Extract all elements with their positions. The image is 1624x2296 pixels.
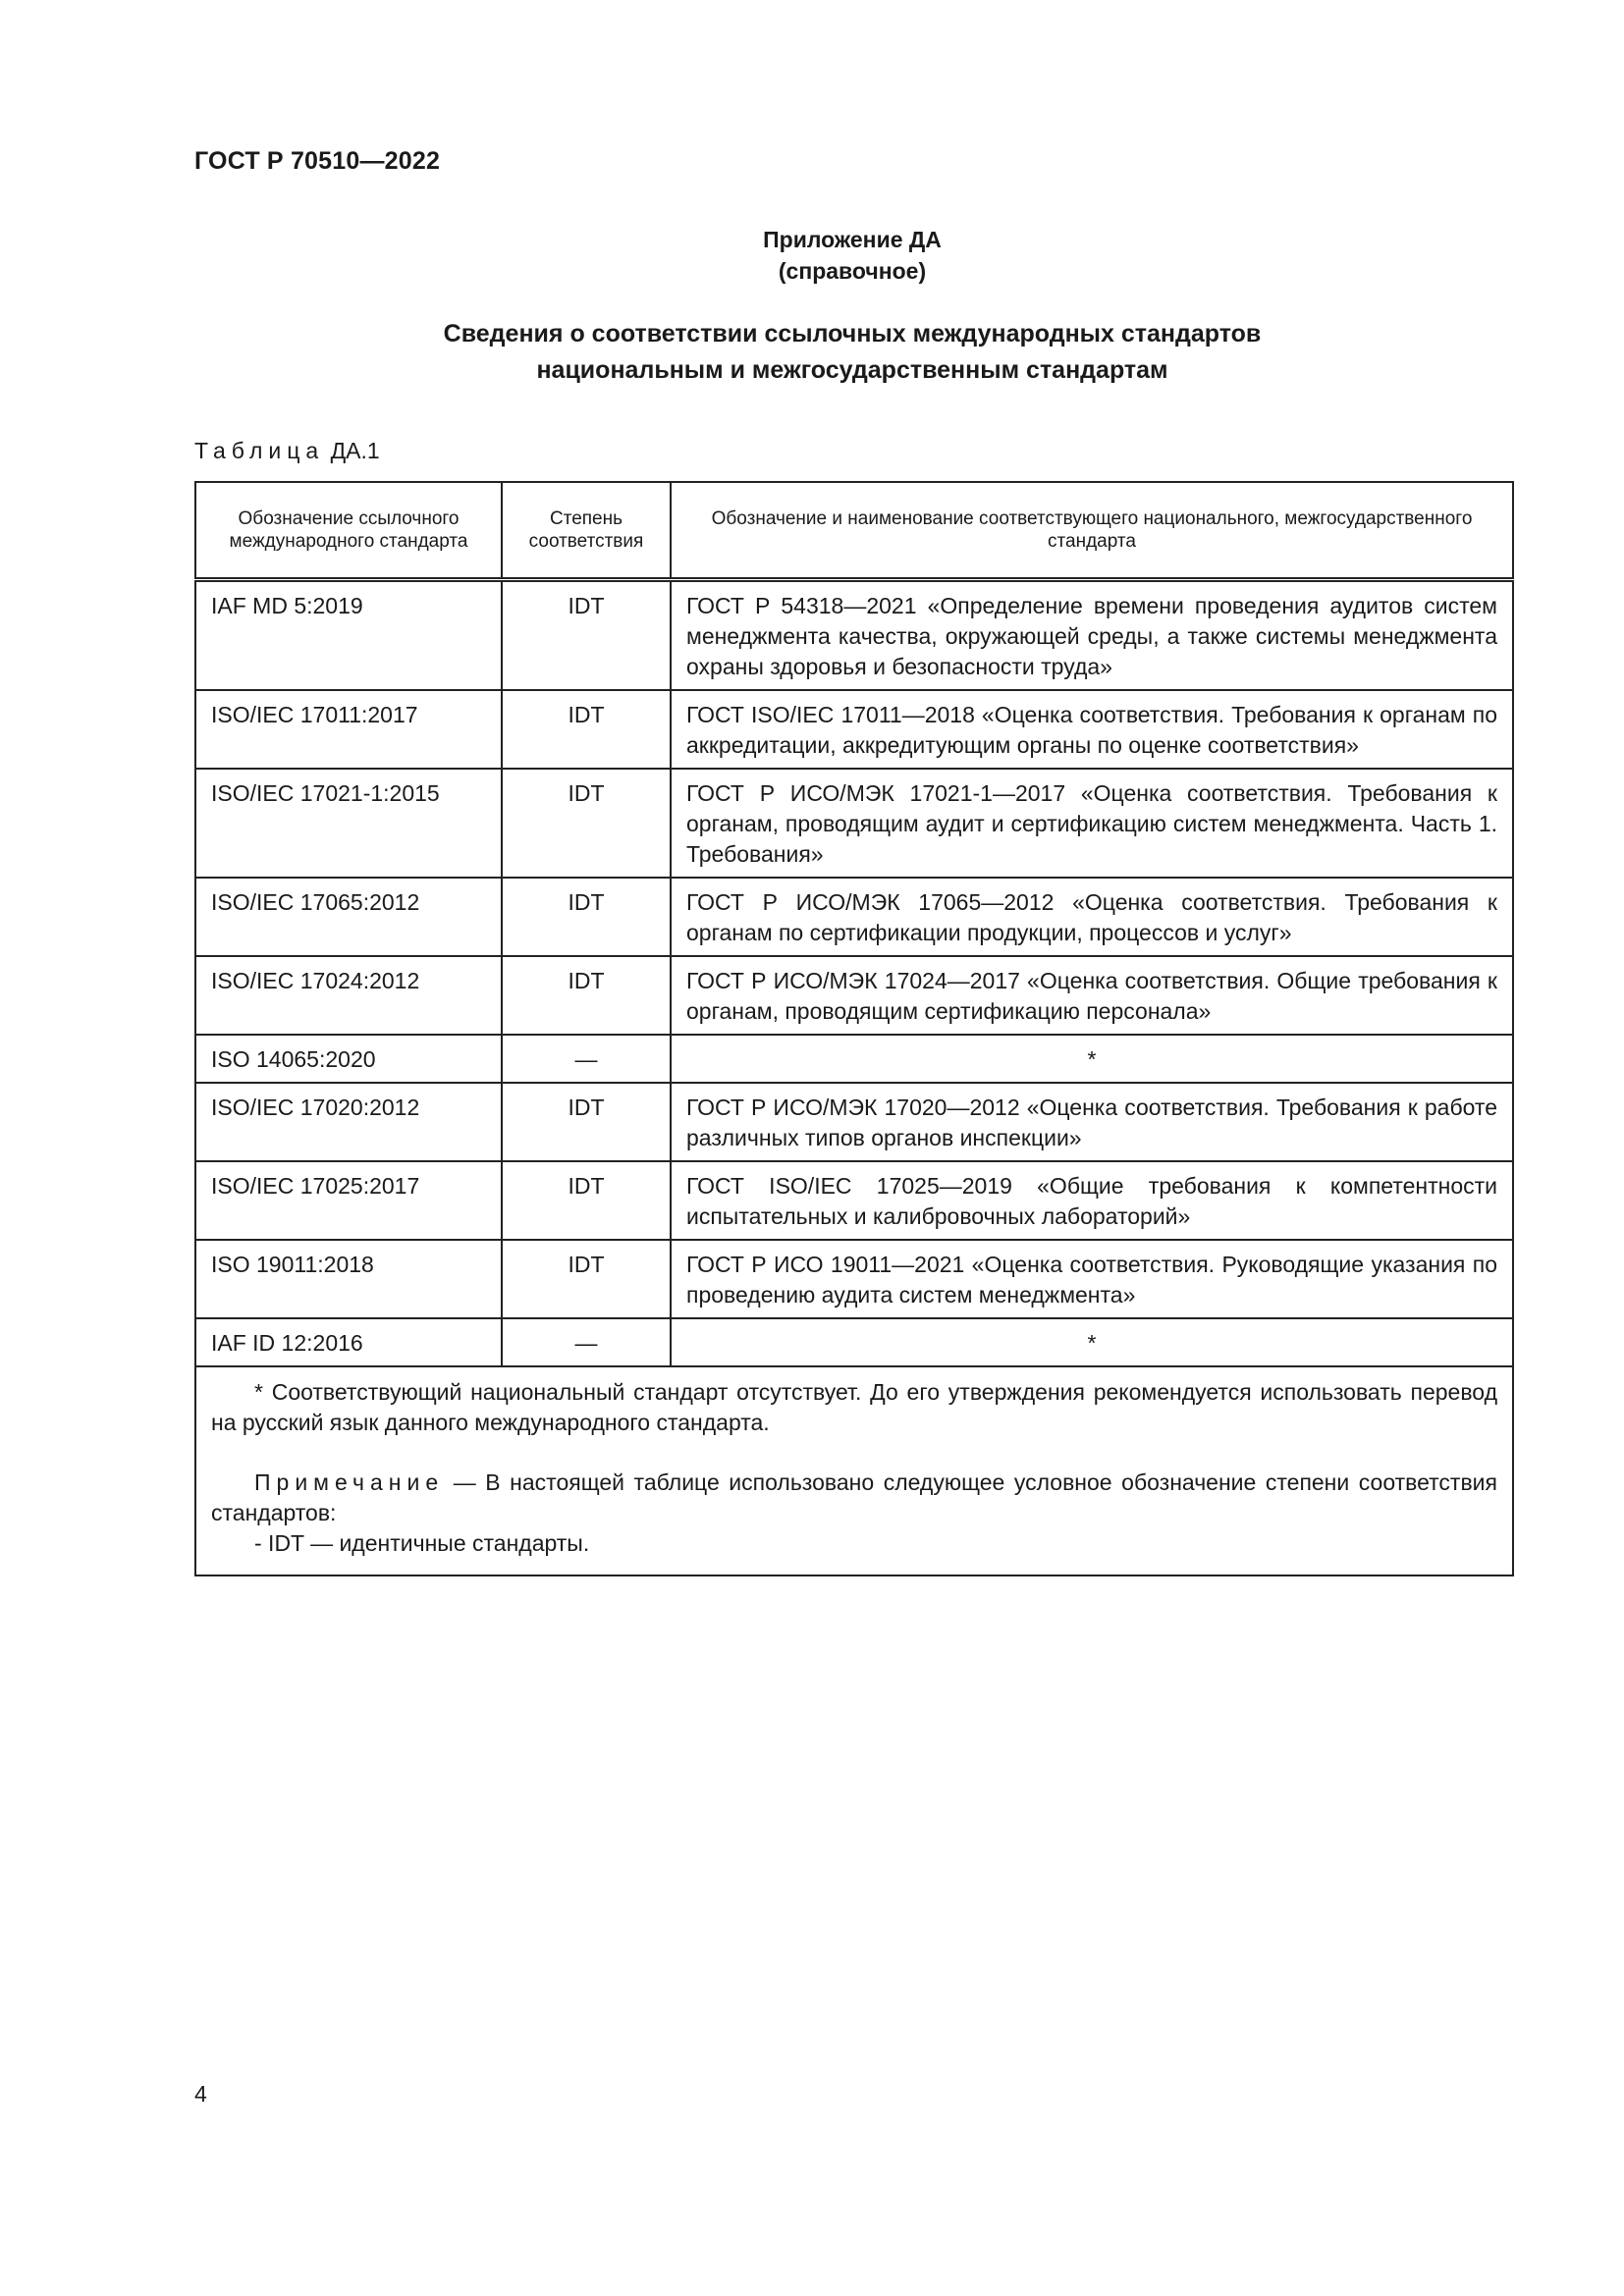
degree-cell: IDT (502, 580, 671, 691)
table-row (195, 878, 1513, 956)
table-caption (194, 438, 380, 464)
note-paragraph (211, 1468, 1497, 1528)
national-standard-cell: ГОСТ ISO/IEC 17025—2019 «Общие требования к компетентности испытательных и калибровочных лабораторий» (671, 1161, 1513, 1240)
table-caption-word: Таблица (194, 438, 325, 463)
table-footnote (195, 1366, 1513, 1575)
table-row (195, 1318, 1513, 1366)
ref-standard-cell: ISO/IEC 17025:2017 (195, 1161, 502, 1240)
ref-standard-cell: ISO 19011:2018 (195, 1240, 502, 1318)
ref-standard-cell: ISO 14065:2020 (195, 1035, 502, 1083)
note-label: Примечание (254, 1469, 445, 1495)
table-header-row (195, 482, 1513, 580)
note-text: — В настоящей таблице использовано следующее условное обозначение степени соответствия стандартов: (211, 1469, 1497, 1525)
degree-cell: IDT (502, 956, 671, 1035)
degree-cell: IDT (502, 690, 671, 769)
note-bullet: - IDT — идентичные стандарты. (254, 1530, 590, 1556)
footnote-text: * Соответствующий национальный стандарт отсутствует. До его утверждения рекомендуется использовать перевод на русский язык данного международного стандарта. (211, 1379, 1497, 1435)
degree-cell: IDT (502, 1161, 671, 1240)
ref-standard-cell: IAF ID 12:2016 (195, 1318, 502, 1366)
annex-title (194, 224, 1510, 287)
column-header-degree: Степень соответствия (502, 482, 671, 580)
page-number: 4 (194, 2081, 207, 2107)
ref-standard-cell: ISO/IEC 17011:2017 (195, 690, 502, 769)
national-standard-cell: ГОСТ Р 54318—2021 «Определение времени проведения аудитов систем менеджмента качества, окружающей среды, а также системы менеджмента охраны здоровья и безопасности труда» (671, 580, 1513, 691)
table-row (195, 1240, 1513, 1318)
table-row (195, 1161, 1513, 1240)
table-row (195, 690, 1513, 769)
ref-standard-cell: IAF MD 5:2019 (195, 580, 502, 691)
annex-label: Приложение ДА (763, 227, 942, 252)
table-row (195, 1035, 1513, 1083)
table-row (195, 769, 1513, 878)
national-standard-cell: * (671, 1035, 1513, 1083)
section-title-line-1: Сведения о соответствии ссылочных международных стандартов (443, 320, 1262, 347)
degree-cell: IDT (502, 1083, 671, 1161)
table-caption-number: ДА.1 (330, 438, 380, 463)
degree-cell: — (502, 1035, 671, 1083)
degree-cell: IDT (502, 1240, 671, 1318)
national-standard-cell: ГОСТ Р ИСО/МЭК 17024—2017 «Оценка соответствия. Общие требования к органам, проводящим сертификацию персонала» (671, 956, 1513, 1035)
ref-standard-cell: ISO/IEC 17065:2012 (195, 878, 502, 956)
national-standard-cell: ГОСТ Р ИСО/МЭК 17020—2012 «Оценка соответствия. Требования к работе различных типов органов инспекции» (671, 1083, 1513, 1161)
section-title-line-2: национальным и межгосударственным стандартам (536, 356, 1168, 384)
document-number: ГОСТ Р 70510—2022 (194, 147, 441, 175)
degree-cell: — (502, 1318, 671, 1366)
table-row (195, 580, 1513, 691)
national-standard-cell: ГОСТ Р ИСО/МЭК 17021-1—2017 «Оценка соответствия. Требования к органам, проводящим аудит и сертификацию систем менеджмента. Часть 1. Требования» (671, 769, 1513, 878)
ref-standard-cell: ISO/IEC 17021-1:2015 (195, 769, 502, 878)
ref-standard-cell: ISO/IEC 17020:2012 (195, 1083, 502, 1161)
column-header-national: Обозначение и наименование соответствующего национального, межгосударственного стандарта (671, 482, 1513, 580)
column-header-ref: Обозначение ссылочного международного стандарта (195, 482, 502, 580)
national-standard-cell: ГОСТ Р ИСО/МЭК 17065—2012 «Оценка соответствия. Требования к органам по сертификации продукции, процессов и услуг» (671, 878, 1513, 956)
table-footnote-row (195, 1366, 1513, 1575)
national-standard-cell: ГОСТ Р ИСО 19011—2021 «Оценка соответствия. Руководящие указания по проведению аудита систем менеджмента» (671, 1240, 1513, 1318)
annex-status: (справочное) (778, 258, 927, 284)
correspondence-table (194, 481, 1514, 1576)
section-title (194, 316, 1510, 389)
national-standard-cell: * (671, 1318, 1513, 1366)
national-standard-cell: ГОСТ ISO/IEC 17011—2018 «Оценка соответствия. Требования к органам по аккредитации, аккредитующим органы по оценке соответствия» (671, 690, 1513, 769)
degree-cell: IDT (502, 878, 671, 956)
table-row (195, 1083, 1513, 1161)
table-row (195, 956, 1513, 1035)
degree-cell: IDT (502, 769, 671, 878)
ref-standard-cell: ISO/IEC 17024:2012 (195, 956, 502, 1035)
